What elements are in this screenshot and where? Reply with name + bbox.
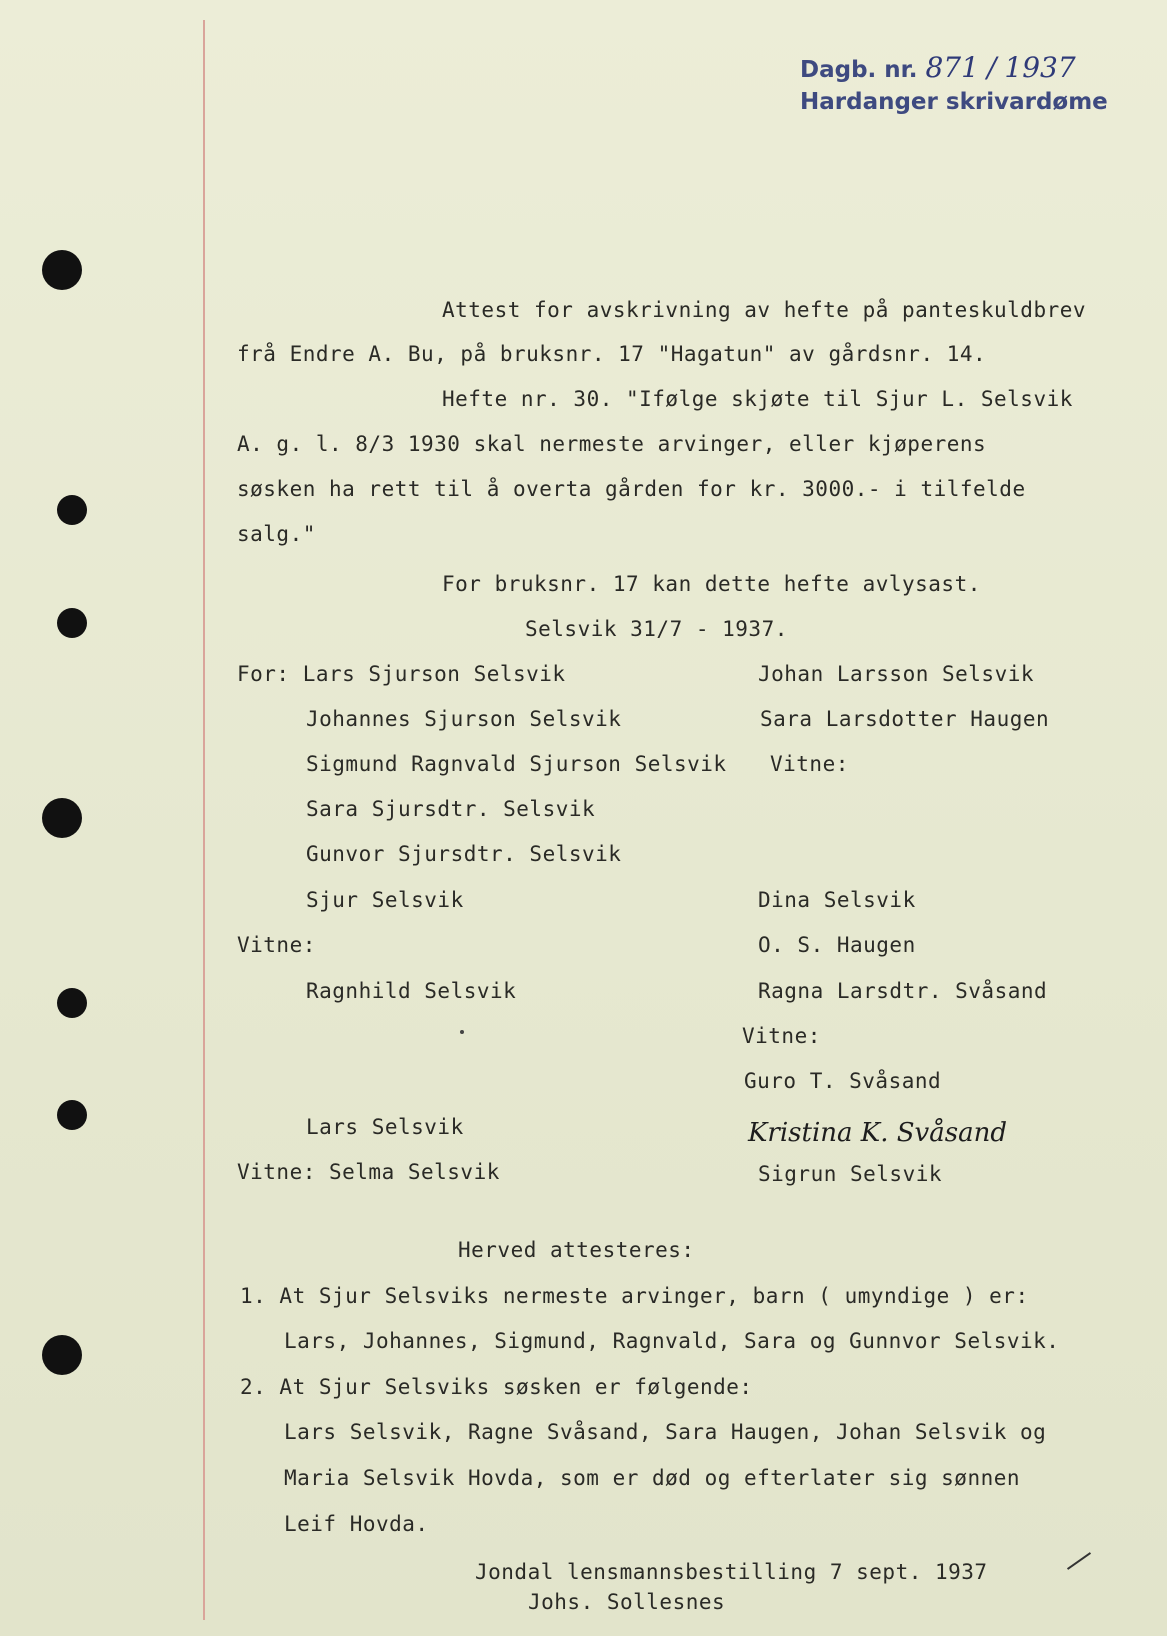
pen-mark: [1067, 1552, 1091, 1570]
body-line: Hefte nr. 30. "Ifølge skjøte til Sjur L. Selsvik: [442, 387, 1073, 411]
punch-hole: [42, 1335, 82, 1375]
body-line: A. g. l. 8/3 1930 skal nermeste arvinger, eller kjøperens: [237, 432, 987, 456]
margin-line: [203, 20, 205, 1620]
right-signer: Sara Larsdotter Haugen: [760, 707, 1050, 731]
attest-signer: Johs. Sollesnes: [528, 1590, 726, 1614]
right-signer: Sigrun Selsvik: [758, 1162, 943, 1186]
body-line: frå Endre A. Bu, på bruksnr. 17 "Hagatun" av gårdsnr. 14.: [237, 342, 987, 366]
handwritten-signature: Kristina K. Svåsand: [748, 1118, 1007, 1148]
right-signer: Dina Selsvik: [758, 888, 916, 912]
stamp-slash: /: [986, 51, 997, 84]
body-line: Attest for avskrivning av hefte på panteskuldbrev: [442, 298, 1087, 322]
punch-hole: [42, 250, 82, 290]
attest-line: Lars, Johannes, Sigmund, Ragnvald, Sara og Gunnvor Selsvik.: [284, 1329, 1060, 1353]
attest-line: Maria Selsvik Hovda, som er død og efterlater sig sønnen: [284, 1466, 1021, 1490]
left-signer: Ragnhild Selsvik: [306, 979, 517, 1003]
right-signer: O. S. Haugen: [758, 933, 916, 957]
right-signer: Johan Larsson Selsvik: [758, 662, 1035, 686]
right-signer: Vitne:: [770, 752, 849, 776]
ink-dot: [460, 1030, 464, 1034]
left-signer: Gunvor Sjursdtr. Selsvik: [306, 842, 622, 866]
right-signer: Ragna Larsdtr. Svåsand: [758, 979, 1048, 1003]
stamp-office: Hardanger skrivardøme: [800, 89, 1108, 115]
punch-hole: [57, 988, 87, 1018]
right-signer: Vitne:: [742, 1024, 821, 1048]
body-line: søsken ha rett til å overta gården for kr. 3000.- i tilfelde: [237, 477, 1026, 501]
punch-hole: [57, 1100, 87, 1130]
stamp-diary-label: Dagb. nr.: [800, 57, 918, 83]
body-line: salg.": [237, 522, 316, 546]
stamp-diary-number: 871: [925, 51, 979, 84]
left-signer: Lars Selsvik: [306, 1115, 464, 1139]
attest-line: Leif Hovda.: [284, 1512, 429, 1536]
attest-line: 1. At Sjur Selsviks nermeste arvinger, barn ( umyndige ) er:: [240, 1284, 1029, 1308]
body-line: Selsvik 31/7 - 1937.: [525, 617, 788, 641]
left-signer: Sigmund Ragnvald Sjurson Selsvik: [306, 752, 727, 776]
registry-stamp: [800, 52, 1108, 118]
right-signer: Guro T. Svåsand: [744, 1069, 942, 1093]
left-signer: Sara Sjursdtr. Selsvik: [306, 797, 596, 821]
left-signer: Sjur Selsvik: [306, 888, 464, 912]
stamp-year: 1937: [1004, 51, 1076, 84]
attest-heading: Herved attesteres:: [458, 1238, 695, 1262]
attest-place-date: Jondal lensmannsbestilling 7 sept. 1937: [475, 1560, 988, 1584]
attest-line: 2. At Sjur Selsviks søsken er følgende:: [240, 1375, 753, 1399]
body-line: For bruksnr. 17 kan dette hefte avlysast.: [442, 572, 981, 596]
punch-hole: [42, 798, 82, 838]
attest-line: Lars Selsvik, Ragne Svåsand, Sara Haugen, Johan Selsvik og: [284, 1420, 1047, 1444]
punch-hole: [57, 495, 87, 525]
stamp-diary-line: [800, 52, 1108, 86]
left-signer: Johannes Sjurson Selsvik: [306, 707, 622, 731]
left-signer: For: Lars Sjurson Selsvik: [237, 662, 566, 686]
left-signer: Vitne:: [237, 933, 316, 957]
punch-hole: [57, 608, 87, 638]
left-signer: Vitne: Selma Selsvik: [237, 1160, 500, 1184]
